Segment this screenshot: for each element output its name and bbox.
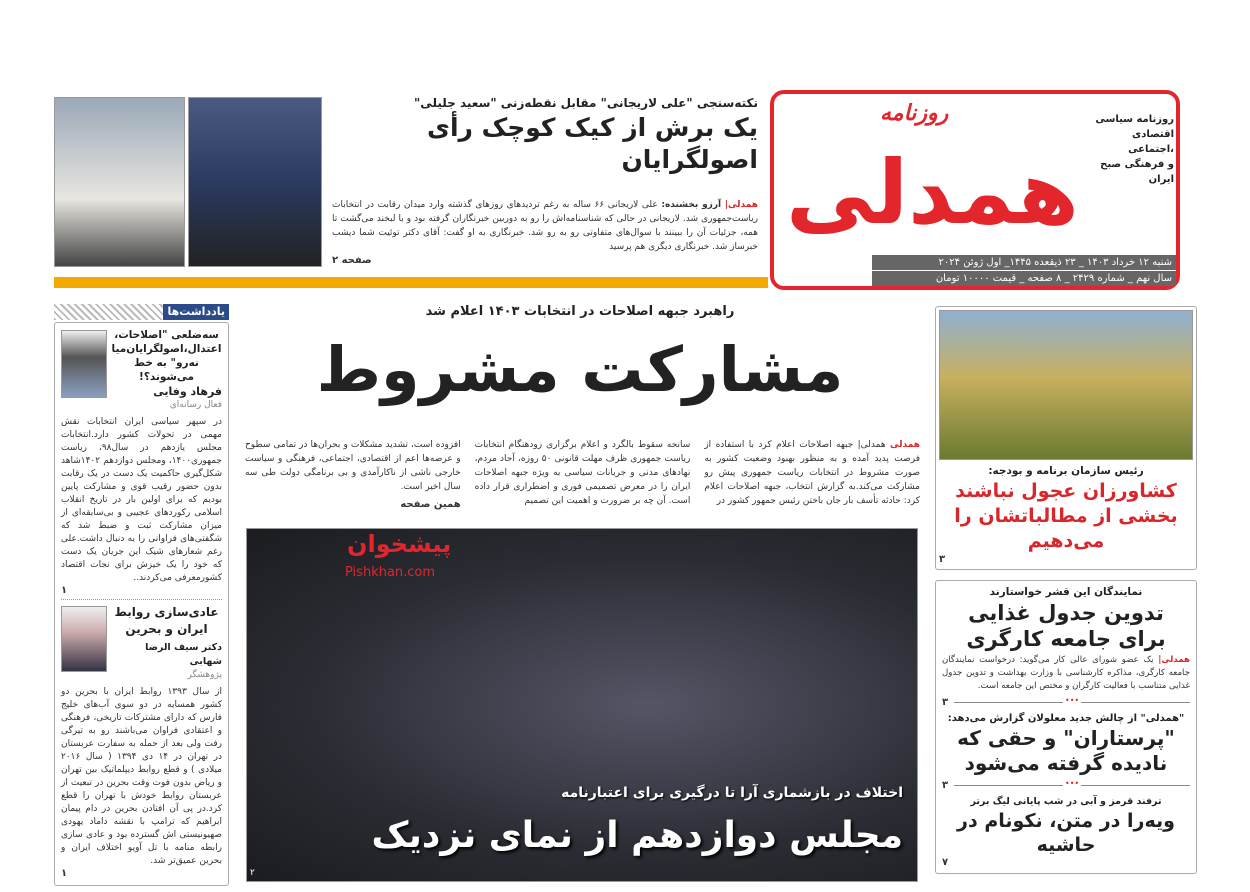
lead-column: سانحه سقوط بالگرد و اعلام برگزاری زودهنگام انتخابات ریاست جمهوری ظرف مهلت قانونی ۵۰ روزه، آحاد مردم، نهادهای مدنی و جریانات سیاسی به ویژه جبهه اصلاحات ایران را در معرض تصمیمی فوری و اضطراری قرار داده است. آن چه بر ضرورت و اهمیت این تصمیم (474, 440, 691, 506)
masthead-tagline: روزنامه سیاسی اقتصادی ،اجتماعی و فرهنگی صبح ایران (1095, 114, 1174, 185)
main-photo (246, 528, 918, 882)
nurses-page-ref[interactable]: ۳ (942, 780, 949, 791)
note-role: فعال رسانه‌ای (169, 400, 222, 410)
photo-kicker: اختلاف در بازشماری آرا تا درگیری برای اعتبارنامه (561, 785, 903, 801)
top-story-headline[interactable]: یک برش از کیک کوچک رأی اصولگرایان (427, 113, 758, 174)
farm-page-ref[interactable]: ۳ (939, 554, 946, 565)
note-page-ref[interactable]: ۱ (61, 585, 68, 596)
top-story-body: همدلی| آرزو بخشنده: علی لاریجانی ۶۶ ساله به رغم تردیدهای روزهای گذشته وارد میدان رقابت در انتخابات ریاست‌جمهوری شد. لاریجانی در حالی که شناسنامه‌اش را رو به دوربین خبرنگاران گرفته بود و با لبخند می‌گشت تا همه، جزئیات آن را ببینند با سوال‌های متفاوتی رو به رو شد. خبرنگاری به او گفت: آقای دکتر توئیت شما دیشب خبرساز شد. خبرنگاری دیگری هم پرسید (332, 200, 758, 252)
note-author: دکتر سیف الرضا شهابی (145, 642, 222, 667)
food-kicker: نمایندگان این قشر خواستارند (989, 586, 1143, 598)
lead-column: افزوده است، تشدید مشکلات و بحران‌ها در تمامی سطوح و عرصه‌ها اعم از اقتصادی، اجتماعی، فرهنگی و سیاست خارجی ناشی از ناکارآمدی و بی برنامگی دولت طی سه سال اخیر است. همین صفحه (244, 440, 461, 510)
food-body: همدلی| یک عضو شورای عالی کار می‌گوید: درخواست نمایندگان جامعه کارگری، مذاکره کارشناسی با وزارت بهداشت و تدوین جدول غذایی متناسب با فعالیت کارگران و مختص این جامعه است. (942, 655, 1190, 691)
food-page-ref[interactable]: ۳ (942, 697, 949, 708)
photo-jalili (54, 97, 185, 267)
notes-header (54, 304, 229, 320)
note-body: در سپهر سیاسی ایران انتخابات نقش مهمی در تحولات کشور دارد.انتخابات مجلس یازدهم در سال۹۸، ریاست جمهوری۱۴۰۰، ومجلس دوازدهم ۱۴۰۲شاهد شکل‌گیری حاکمیت یک دست در یک رقابت بدون حضور رقیب قوی و مشارکت پایین بودیم که برای اولین بار در تاریخ انقلاب اسلامی رکوردهای عجیبی و بی‌سابقه‌ای از میزان مشارکت ثبت و ضبط شد که شگفتی‌های فراوانی را به دنبال داشت.علی رغم شعارهای شیک این جریان یک دست که خود را یک خیزش برای نجات اقتصاد کشورمعرفی می‌کردند.. (61, 417, 222, 583)
farm-box (935, 306, 1197, 570)
lead-column: همدلی همدلی| جبهه اصلاحات اعلام کرد با استفاده از فرصت پدید آمده و به منظور بهبود وضعیت کشور به صورت مشروط در انتخابات ریاست جمهوری پیش رو مشارکت می‌کند.به گزارش انتخاب، جبهه اصلاحات اعلام کرد: حادثه تأسف بار جان باختن رئیس جمهور کشور در (704, 440, 920, 506)
photo-headline[interactable]: مجلس دوازدهم از نمای نزدیک (371, 815, 903, 856)
note-title[interactable]: سه‌ضلعی "اصلاحات، اعتدال،اصولگرایان‌میانه‌رو" به خط می‌شوند؟! (111, 329, 222, 383)
lead-page-ref[interactable]: همین صفحه (400, 499, 461, 510)
issue-line: سال نهم _ شماره ۲۴۲۹ _ ۸ صفحه _ قیمت ۱۰۰۰۰ تومان (872, 271, 1176, 286)
lead-columns (245, 438, 920, 512)
watermark: پیشخوان (347, 530, 452, 558)
farm-kicker: رئیس سازمان برنامه و بودجه: (988, 465, 1144, 477)
note-item (61, 604, 222, 880)
note-title[interactable]: عادی‌سازی روابط ایران و بحرین (114, 605, 219, 636)
notes-label: یادداشت‌ها (163, 304, 229, 320)
photo-page-ref[interactable]: ۲ (250, 868, 255, 878)
watermark-url: Pishkhan.com (345, 565, 436, 580)
lead-kicker: راهبرد جبهه اصلاحات در انتخابات ۱۴۰۳ اعلام شد (425, 304, 735, 319)
date-line: شنبه ۱۲ خرداد ۱۴۰۳ _ ۲۳ ذیقعده ۱۴۴۵_ اول ژوئن ۲۰۲۴ (872, 255, 1176, 270)
football-headline[interactable]: ویه‌را در متن، نکونام در حاشیه (957, 810, 1175, 856)
nurses-kicker: "همدلی" از چالش جدید معلولان گزارش می‌دهد: (947, 713, 1185, 724)
football-kicker: ترفند قرمز و آبی در شب پایانی لیگ برتر (970, 796, 1162, 807)
note-page-ref[interactable]: ۱ (61, 868, 68, 879)
note-role: پژوهشگر (187, 670, 222, 680)
farm-headline[interactable]: کشاورزان عجول نباشند بخشی از مطالباتشان را می‌دهیم (954, 480, 1178, 552)
note-item (61, 328, 222, 597)
divider (942, 697, 1190, 708)
top-story-page-ref[interactable]: صفحه ۲ (332, 255, 372, 266)
food-headline[interactable]: تدوین جدول غذایی برای جامعه کارگری (966, 601, 1166, 651)
masthead-prefix: روزنامه (880, 101, 949, 126)
farmer-photo (939, 310, 1193, 460)
yellow-divider (54, 277, 768, 288)
author-photo (61, 606, 107, 672)
right-column (935, 306, 1197, 874)
masthead-logo: همدلی (786, 141, 1079, 244)
top-story-kicker: نکته‌سنجی "علی لاریجانی" مقابل نقطه‌زنی "سعید جلیلی" (414, 96, 758, 110)
note-body: از سال ۱۳۹۳ روابط ایران با بحرین دو کشور همسایه در دو سوی آب‌های خلیج فارس که دارای مشترکات تاریخی، فرهنگی و اعتقادی فراوان می‌باشند رو به تیرگی رفت ولی بعد از حمله به سفارت عربستان در تهران در ۱۴ دی ۱۳۹۴ ( سال ۲۰۱۶ میلادی ) و قطع روابط دیپلماتیک بین تهران و ریاض بدون فوت وقت بحرین در تبعیت از عربستان روابط خودش با تهران را قطع کرد.در پی آن افتادن بحرین در دام پیمان ابراهیم که ترامپ با نقشه داماد یهودی صهیونیستی اش گسترده بود و عادی سازی رابطه منامه با تل آویو اختلاف ایران و بحرین عمیق‌تر شد. (61, 687, 222, 866)
author-photo (61, 330, 107, 398)
divider (942, 780, 1190, 791)
notes-column (54, 322, 229, 886)
note-author: فرهاد وفایی (153, 385, 222, 398)
photo-larijani (188, 97, 322, 267)
top-story (332, 94, 758, 268)
football-page-ref[interactable]: ۷ (942, 857, 949, 868)
right-news-box (935, 580, 1197, 874)
nurses-headline[interactable]: "پرستاران" و حقی که نادیده گرفته می‌شود (957, 726, 1175, 775)
lead-headline[interactable]: مشارکت مشروط (316, 333, 844, 406)
